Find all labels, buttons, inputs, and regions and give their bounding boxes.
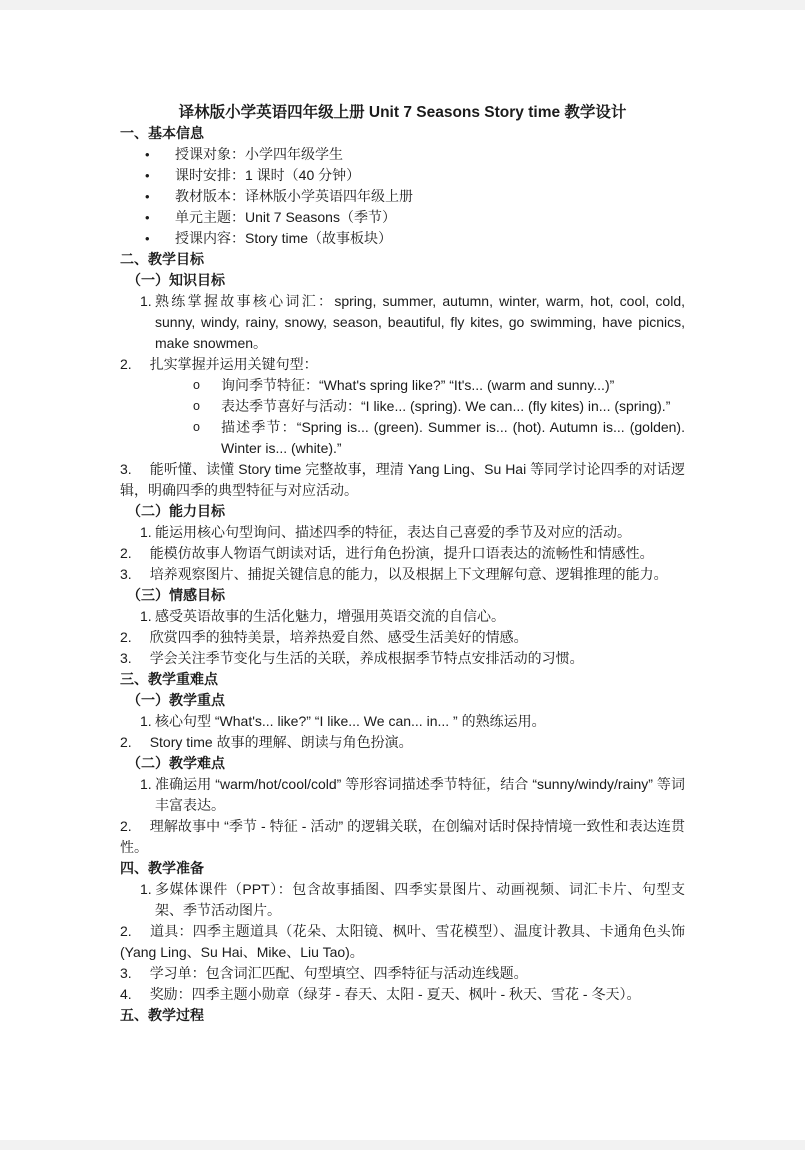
bullet-item-text: 教材版本：译林版小学英语四年级上册 [175,188,413,204]
numbered-item-text: 感受英语故事的生活化魅力，增强用英语交流的自信心。 [155,608,505,624]
bullet-item-textbook [120,186,685,207]
numbered-item-text: 培养观察图片、捕捉关键信息的能力，以及根据上下文理解句意、逻辑推理的能力。 [149,566,668,582]
numbered-item-text: 奖励：四季主题小勋章（绿芽 - 春天、太阳 - 夏天、枫叶 - 秋天、雪花 - 冬天）。 [149,986,641,1002]
numbered-item-key-point-1 [120,711,685,732]
numbered-item-prep-rewards [120,984,685,1005]
circle-bullet-marker: o [193,378,200,392]
numbered-item-ability-1 [120,522,685,543]
sub-bullet-text: 表达季节喜好与活动：“I like... (spring). We can... (fly kites) in... (spring).” [221,398,671,414]
bullet-marker: • [145,189,150,204]
numbered-item-difficult-point-2 [120,816,685,858]
list-number: 1. [140,293,152,309]
numbered-item-text: 核心句型 “What's... like?” “I like... We can... in... ” 的熟练运用。 [155,713,546,729]
list-number: 1. [140,608,152,624]
list-number: 2. [120,923,132,939]
document-title: 译林版小学英语四年级上册 Unit 7 Seasons Story time 教学设计 [178,104,627,121]
section-heading-teaching-process: 五、教学过程 [120,1007,204,1023]
list-number: 2. [120,629,132,645]
bullet-item-text: 单元主题：Unit 7 Seasons（季节） [175,209,396,225]
numbered-item-text: 能运用核心句型询问、描述四季的特征，表达自己喜爱的季节及对应的活动。 [155,524,631,540]
list-number: 3. [120,965,132,981]
numbered-item-text: 准确运用 “warm/hot/cool/cold” 等形容词描述季节特征，结合 “sunny/windy/rainy” 等词丰富表达。 [155,776,685,813]
numbered-item-text: 学会关注季节变化与生活的关联，养成根据季节特点安排活动的习惯。 [149,650,584,666]
bullet-item-lesson-content [120,228,685,249]
bullet-item-text: 授课对象：小学四年级学生 [175,146,343,162]
numbered-item-text: 多媒体课件（PPT）：包含故事插图、四季实景图片、动画视频、词汇卡片、句型支架、季节活动图片。 [155,881,685,918]
sub-bullet-text: 询问季节特征：“What's spring like?” “It's... (warm and sunny...)” [221,377,615,393]
list-number: 3. [120,461,132,477]
section-heading-teaching-objectives: 二、教学目标 [120,251,204,267]
bullet-marker: • [145,168,150,183]
list-number: 1. [140,776,152,792]
list-number: 2. [120,818,132,834]
bullet-item-text: 课时安排：1 课时（40 分钟） [175,167,361,183]
subsection-heading-ability-objectives: （二）能力目标 [127,503,225,519]
subsection-heading-knowledge-objectives: （一）知识目标 [127,272,225,288]
numbered-item-story-comprehension [120,459,685,501]
numbered-item-key-point-2 [120,732,685,753]
numbered-item-ability-3 [120,564,685,585]
bullet-item-text: 授课内容：Story time（故事板块） [175,230,393,246]
numbered-item-text: 能模仿故事人物语气朗读对话，进行角色扮演，提升口语表达的流畅性和情感性。 [149,545,654,561]
numbered-item-emotion-2 [120,627,685,648]
numbered-item-text: 能听懂、读懂 Story time 完整故事，理清 Yang Ling、Su Hai 等同学讨论四季的对话逻辑，明确四季的典型特征与对应活动。 [120,461,685,498]
list-number: 3. [120,650,132,666]
list-number: 2. [120,734,132,750]
list-number: 1. [140,713,152,729]
subsection-heading-difficult-points: （二）教学难点 [127,755,225,771]
bullet-item-unit-theme [120,207,685,228]
numbered-item-prep-props [120,921,685,963]
bullet-marker: • [145,147,150,162]
numbered-item-text: Story time 故事的理解、朗读与角色扮演。 [149,734,413,750]
numbered-item-text: 欣赏四季的独特美景，培养热爱自然、感受生活美好的情感。 [149,629,528,645]
numbered-item-text: 学习单：包含词汇匹配、句型填空、四季特征与活动连线题。 [149,965,528,981]
section-heading-teaching-preparation: 四、教学准备 [120,860,204,876]
sub-bullet-ask-season-features [120,375,685,396]
numbered-item-emotion-1 [120,606,685,627]
bullet-item-schedule [120,165,685,186]
list-number: 3. [120,566,132,582]
numbered-item-ability-2 [120,543,685,564]
numbered-item-text: 扎实掌握并运用关键句型： [149,356,318,372]
numbered-item-difficult-point-1 [120,774,685,816]
circle-bullet-marker: o [193,399,200,413]
numbered-item-sentence-patterns [120,354,685,375]
numbered-item-vocabulary [120,291,685,354]
bullet-marker: • [145,210,150,225]
numbered-item-text: 熟练掌握故事核心词汇：spring, summer, autumn, winter, warm, hot, cool, cold, sunny, windy, rainy, snowy, season, beautiful, fly kites, go swimming, have picnics, make snowmen。 [155,293,685,351]
numbered-item-prep-ppt [120,879,685,921]
bullet-marker: • [145,231,150,246]
section-heading-basic-info: 一、基本信息 [120,125,204,141]
subsection-heading-key-points: （一）教学重点 [127,692,225,708]
list-number: 1. [140,524,152,540]
list-number: 1. [140,881,152,897]
circle-bullet-marker: o [193,420,200,434]
document-page [0,10,805,1140]
list-number: 2. [120,545,132,561]
subsection-heading-emotion-objectives: （三）情感目标 [127,587,225,603]
list-number: 2. [120,356,132,372]
numbered-item-text: 道具：四季主题道具（花朵、太阳镜、枫叶、雪花模型）、温度计教具、卡通角色头饰 (Yang Ling、Su Hai、Mike、Liu Tao)。 [120,923,685,960]
sub-bullet-describe-seasons [120,417,685,459]
sub-bullet-text: 描述季节：“Spring is... (green). Summer is... (hot). Autumn is... (golden). Winter is... (white).” [221,419,685,456]
numbered-item-emotion-3 [120,648,685,669]
sub-bullet-express-preferences [120,396,685,417]
bullet-item-audience [120,144,685,165]
numbered-item-text: 理解故事中 “季节 - 特征 - 活动” 的逻辑关联，在创编对话时保持情境一致性和表达连贯性。 [120,818,685,855]
list-number: 4. [120,986,132,1002]
section-heading-key-difficult-points: 三、教学重难点 [120,671,218,687]
numbered-item-prep-worksheet [120,963,685,984]
